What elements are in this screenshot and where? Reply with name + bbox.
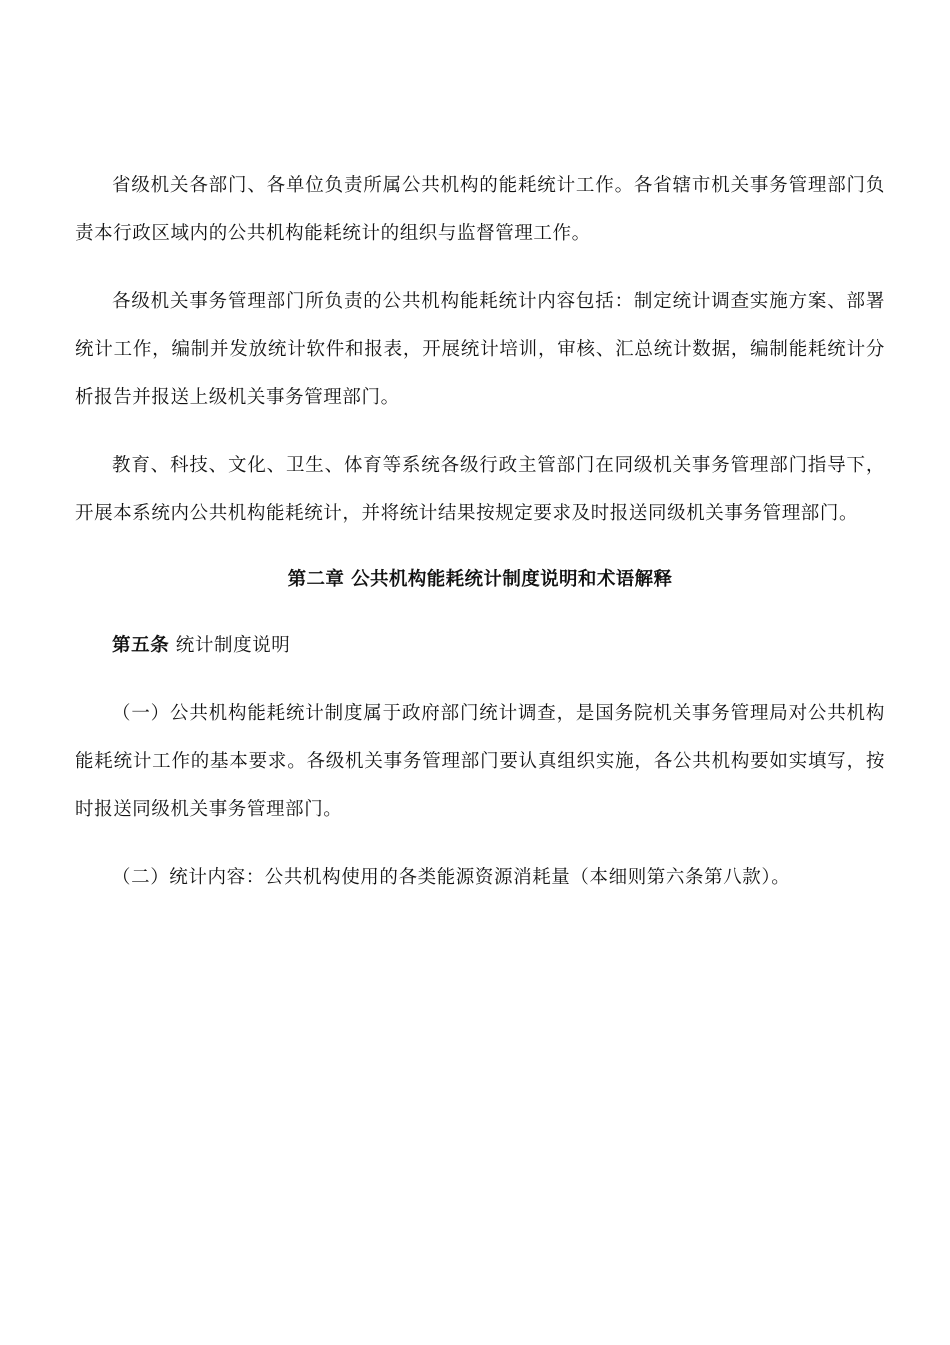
document-body xyxy=(75,162,885,902)
spacer xyxy=(75,422,885,442)
article-item-1: （一）公共机构能耗统计制度属于政府部门统计调查，是国务院机关事务管理局对公共机构能耗统计工作的基本要求。各级机关事务管理部门要认真组织实施，各公共机构要如实填写，按时报送同级机关事务管理部门。 xyxy=(75,703,885,820)
spacer xyxy=(75,834,885,854)
paragraph-system-departments: 教育、科技、文化、卫生、体育等系统各级行政主管部门在同级机关事务管理部门指导下，开展本系统内公共机构能耗统计，并将统计结果按规定要求及时报送同级机关事务管理部门。 xyxy=(75,455,885,524)
article-heading xyxy=(75,622,885,670)
spacer xyxy=(75,670,885,690)
chapter-title: 第二章 公共机构能耗统计制度说明和术语解释 xyxy=(287,569,673,590)
article-label: 第五条 xyxy=(112,635,170,656)
paragraph-provincial-responsibility: 省级机关各部门、各单位负责所属公共机构的能耗统计工作。各省辖市机关事务管理部门负责本行政区域内的公共机构能耗统计的组织与监督管理工作。 xyxy=(75,175,885,244)
article-item-2: （二）统计内容：公共机构使用的各类能源资源消耗量（本细则第六条第八款）。 xyxy=(112,867,791,888)
article-title: 统计制度说明 xyxy=(169,635,291,656)
spacer xyxy=(75,258,885,278)
spacer xyxy=(75,538,885,556)
spacer xyxy=(75,604,885,622)
paragraph-statistics-content: 各级机关事务管理部门所负责的公共机构能耗统计内容包括：制定统计调查实施方案、部署统计工作，编制并发放统计软件和报表，开展统计培训，审核、汇总统计数据，编制能耗统计分析报告并报送上级机关事务管理部门。 xyxy=(75,291,885,408)
